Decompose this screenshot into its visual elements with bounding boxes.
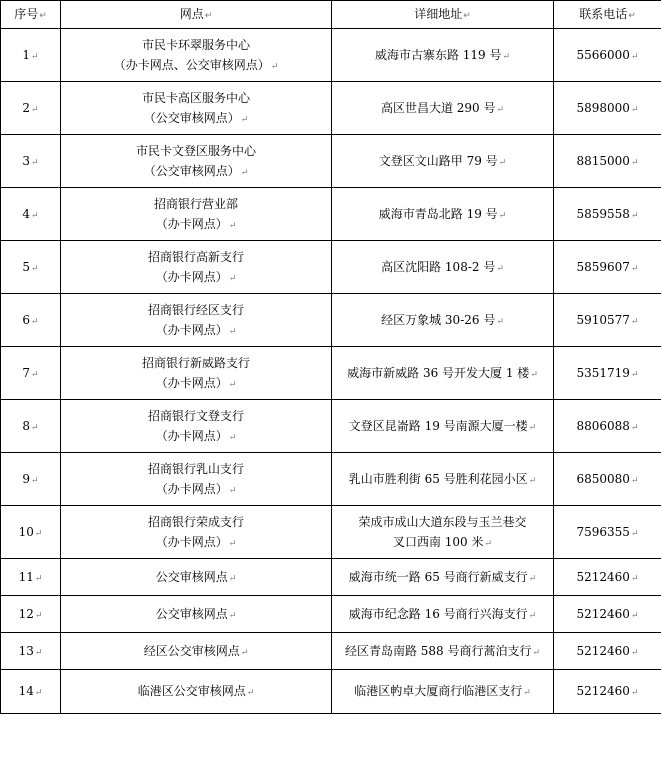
address-line-2	[332, 534, 553, 551]
point-type-line	[61, 428, 331, 445]
paragraph-mark-icon: ↵	[228, 379, 237, 390]
table-body	[1, 29, 661, 714]
table-row	[1, 29, 661, 82]
phone-cell	[554, 188, 661, 241]
table-row	[1, 188, 661, 241]
paragraph-mark-icon: ↵	[228, 485, 237, 496]
point-cell	[61, 294, 332, 347]
address-cell	[332, 135, 554, 188]
phone: 7596355	[576, 524, 630, 539]
paragraph-mark-icon: ↵	[228, 220, 237, 231]
paragraph-mark-icon: ↵	[628, 11, 636, 22]
phone: 5910577	[576, 312, 630, 327]
point-cell	[61, 559, 332, 596]
paragraph-mark-icon: ↵	[484, 538, 493, 549]
phone: 8815000	[576, 153, 630, 168]
paragraph-mark-icon: ↵	[630, 528, 639, 539]
paragraph-mark-icon: ↵	[630, 647, 639, 658]
header-row	[1, 1, 661, 29]
row-index-cell	[1, 506, 61, 559]
point-cell	[61, 82, 332, 135]
address: 临港区畃卓大厦商行临港区支行	[354, 684, 523, 699]
address-cell	[332, 294, 554, 347]
address: 文登区文山路甲 79 号	[378, 153, 498, 168]
paragraph-mark-icon: ↵	[630, 316, 639, 327]
row-index: 10	[18, 524, 34, 539]
address: 乳山市胜利街 65 号胜利花园小区	[348, 471, 528, 486]
row-index-cell	[1, 82, 61, 135]
paragraph-mark-icon: ↵	[498, 157, 507, 168]
phone-cell	[554, 347, 661, 400]
paragraph-mark-icon: ↵	[496, 104, 505, 115]
phone-cell	[554, 294, 661, 347]
paragraph-mark-icon: ↵	[528, 573, 537, 584]
address-cell	[332, 241, 554, 294]
row-index-cell	[1, 670, 61, 714]
point-type: （办卡网点、公交审核网点）	[113, 57, 270, 72]
address: 威海市纪念路 16 号商行兴海支行	[348, 606, 528, 621]
paragraph-mark-icon: ↵	[34, 528, 43, 539]
point-name: 招商银行经区支行	[147, 302, 244, 317]
point-type-line	[61, 57, 331, 74]
paragraph-mark-icon: ↵	[31, 51, 39, 62]
row-index: 5	[22, 259, 31, 274]
paragraph-mark-icon: ↵	[630, 369, 639, 380]
paragraph-mark-icon: ↵	[31, 263, 39, 274]
table-row	[1, 400, 661, 453]
paragraph-mark-icon: ↵	[528, 610, 537, 621]
address: 经区青岛南路 588 号商行蒿泊支行	[344, 643, 532, 658]
paragraph-mark-icon: ↵	[532, 647, 541, 658]
table-row	[1, 294, 661, 347]
paragraph-mark-icon: ↵	[204, 11, 213, 22]
point-name: 招商银行荣成支行	[147, 514, 244, 529]
paragraph-mark-icon: ↵	[630, 210, 639, 221]
address-line	[332, 514, 553, 531]
address-line	[332, 418, 553, 435]
point-type: （公交审核网点）	[143, 163, 240, 178]
phone-cell	[554, 29, 661, 82]
address-cell	[332, 347, 554, 400]
point-type: （办卡网点）	[155, 534, 228, 549]
point-name: 招商银行高新支行	[147, 249, 244, 264]
phone: 5566000	[576, 47, 630, 62]
row-index-cell	[1, 453, 61, 506]
address-cell	[332, 188, 554, 241]
paragraph-mark-icon: ↵	[630, 422, 639, 433]
point-name	[61, 683, 331, 700]
point-cell	[61, 188, 332, 241]
paragraph-mark-icon: ↵	[530, 369, 538, 380]
paragraph-mark-icon: ↵	[246, 688, 255, 699]
address: 威海市古寨东路 119 号	[374, 47, 502, 62]
address-cell	[332, 633, 554, 670]
address-line	[332, 471, 553, 488]
row-index: 4	[22, 206, 31, 221]
paragraph-mark-icon: ↵	[34, 573, 43, 584]
paragraph-mark-icon: ↵	[228, 573, 237, 584]
paragraph-mark-icon: ↵	[630, 104, 639, 115]
point-cell	[61, 241, 332, 294]
address-line	[332, 312, 553, 329]
point-type: （办卡网点）	[155, 481, 228, 496]
row-index-cell	[1, 294, 61, 347]
paragraph-mark-icon: ↵	[240, 647, 249, 658]
paragraph-mark-icon: ↵	[498, 210, 507, 221]
paragraph-mark-icon: ↵	[630, 610, 639, 621]
point-type-line	[61, 322, 331, 339]
point-cell	[61, 506, 332, 559]
address: 文登区昆嵛路 19 号南源大厦一楼	[348, 418, 528, 433]
paragraph-mark-icon: ↵	[463, 11, 471, 22]
table-row	[1, 241, 661, 294]
address-cell	[332, 29, 554, 82]
address-line	[332, 47, 553, 64]
table-row	[1, 135, 661, 188]
table-row	[1, 453, 661, 506]
point-name-text: 经区公交审核网点	[143, 643, 240, 658]
paragraph-mark-icon: ↵	[630, 263, 639, 274]
phone-cell	[554, 135, 661, 188]
address: 经区万象城 30-26 号	[381, 312, 496, 327]
address-cell	[332, 82, 554, 135]
row-index: 7	[22, 365, 31, 380]
table-row	[1, 82, 661, 135]
phone-cell	[554, 400, 661, 453]
point-name-text: 公交审核网点	[155, 569, 228, 584]
point-name-text: 临港区公交审核网点	[137, 684, 246, 699]
phone: 5212460	[576, 643, 630, 658]
row-index: 3	[22, 153, 31, 168]
paragraph-mark-icon: ↵	[523, 688, 531, 699]
header-address: 详细地址↵	[332, 1, 554, 29]
header-phone: 联系电话↵	[554, 1, 661, 29]
phone: 5351719	[576, 365, 630, 380]
point-type-line	[61, 375, 331, 392]
paragraph-mark-icon: ↵	[502, 51, 511, 62]
row-index: 9	[22, 471, 31, 486]
address-line	[332, 100, 553, 117]
paragraph-mark-icon: ↵	[228, 273, 237, 284]
point-type-line	[61, 216, 331, 233]
paragraph-mark-icon: ↵	[34, 610, 43, 621]
row-index-cell	[1, 596, 61, 633]
point-name-text: 公交审核网点	[155, 606, 228, 621]
row-index: 8	[22, 418, 31, 433]
point-cell	[61, 29, 332, 82]
paragraph-mark-icon: ↵	[630, 475, 639, 486]
table-row	[1, 506, 661, 559]
point-name: 招商银行文登支行	[147, 408, 244, 423]
row-index-cell	[1, 188, 61, 241]
paragraph-mark-icon: ↵	[31, 475, 39, 486]
table-row	[1, 347, 661, 400]
phone: 5212460	[576, 569, 630, 584]
paragraph-mark-icon: ↵	[31, 422, 39, 433]
point-type: （办卡网点）	[155, 269, 228, 284]
table-row	[1, 670, 661, 714]
row-index: 6	[22, 312, 31, 327]
phone-cell	[554, 241, 661, 294]
phone-cell	[554, 670, 661, 714]
point-name	[61, 643, 331, 660]
point-type: （公交审核网点）	[143, 110, 240, 125]
paragraph-mark-icon: ↵	[39, 11, 47, 22]
paragraph-mark-icon: ↵	[630, 157, 639, 168]
phone: 6850080	[576, 471, 630, 486]
point-type-line	[61, 269, 331, 286]
address-cell	[332, 400, 554, 453]
row-index: 13	[18, 643, 34, 658]
row-index-cell	[1, 347, 61, 400]
paragraph-mark-icon: ↵	[228, 326, 237, 337]
address-cell	[332, 670, 554, 714]
paragraph-mark-icon: ↵	[630, 51, 639, 62]
point-type-line	[61, 534, 331, 551]
address: 威海市新威路 36 号开发大厦 1 楼	[347, 365, 530, 380]
phone: 5212460	[576, 684, 630, 699]
address: 高区沈阳路 108-2 号	[381, 259, 496, 274]
paragraph-mark-icon: ↵	[31, 316, 39, 327]
point-type: （办卡网点）	[155, 216, 228, 231]
point-cell	[61, 596, 332, 633]
paragraph-mark-icon: ↵	[31, 104, 39, 115]
paragraph-mark-icon: ↵	[31, 369, 39, 380]
paragraph-mark-icon: ↵	[630, 688, 639, 699]
point-name	[61, 606, 331, 623]
point-name: 招商银行营业部	[153, 196, 238, 211]
point-cell	[61, 633, 332, 670]
address-line	[332, 153, 553, 170]
row-index-cell	[1, 559, 61, 596]
address-line	[332, 206, 553, 223]
phone: 5212460	[576, 606, 630, 621]
point-name: 招商银行新威路支行	[141, 355, 250, 370]
row-index: 1	[22, 47, 31, 62]
point-type-line	[61, 481, 331, 498]
paragraph-mark-icon: ↵	[496, 316, 504, 327]
phone-cell	[554, 82, 661, 135]
row-index: 11	[18, 569, 34, 584]
address-line	[332, 643, 553, 660]
phone-cell	[554, 559, 661, 596]
paragraph-mark-icon: ↵	[240, 114, 249, 125]
paragraph-mark-icon: ↵	[228, 538, 237, 549]
phone-cell	[554, 596, 661, 633]
phone-cell	[554, 453, 661, 506]
point-cell	[61, 347, 332, 400]
header-point: 网点↵	[61, 1, 332, 29]
address: 威海市统一路 65 号商行新威支行	[348, 569, 528, 584]
paragraph-mark-icon: ↵	[270, 61, 279, 72]
address-line	[332, 365, 553, 382]
phone: 8806088	[576, 418, 630, 433]
point-name	[61, 569, 331, 586]
point-type: （办卡网点）	[155, 428, 228, 443]
paragraph-mark-icon: ↵	[240, 167, 249, 178]
paragraph-mark-icon: ↵	[31, 210, 39, 221]
paragraph-mark-icon: ↵	[31, 157, 39, 168]
row-index: 12	[18, 606, 34, 621]
point-cell	[61, 135, 332, 188]
point-type-line	[61, 110, 331, 127]
point-name: 招商银行乳山支行	[147, 461, 244, 476]
point-cell	[61, 400, 332, 453]
paragraph-mark-icon: ↵	[528, 422, 537, 433]
phone: 5859558	[576, 206, 630, 221]
row-index-cell	[1, 135, 61, 188]
table-row	[1, 559, 661, 596]
row-index: 14	[18, 684, 34, 699]
paragraph-mark-icon: ↵	[228, 610, 237, 621]
paragraph-mark-icon: ↵	[34, 647, 43, 658]
address-cell	[332, 453, 554, 506]
paragraph-mark-icon: ↵	[630, 573, 639, 584]
address: 荣成市成山大道东段与玉兰巷交	[358, 514, 527, 529]
paragraph-mark-icon: ↵	[34, 688, 43, 699]
address: 威海市青岛北路 19 号	[378, 206, 498, 221]
point-cell	[61, 453, 332, 506]
address-cell	[332, 506, 554, 559]
address: 高区世昌大道 290 号	[380, 100, 496, 115]
address-line	[332, 569, 553, 586]
row-index-cell	[1, 29, 61, 82]
paragraph-mark-icon: ↵	[496, 263, 504, 274]
paragraph-mark-icon: ↵	[228, 432, 237, 443]
row-index-cell	[1, 633, 61, 670]
paragraph-mark-icon: ↵	[528, 475, 537, 486]
table-row	[1, 596, 661, 633]
address-cell	[332, 596, 554, 633]
point-type: （办卡网点）	[155, 322, 228, 337]
header-index: 序号↵	[1, 1, 61, 29]
phone: 5859607	[576, 259, 630, 274]
row-index: 2	[22, 100, 31, 115]
phone-cell	[554, 633, 661, 670]
address-line	[332, 259, 553, 276]
row-index-cell	[1, 400, 61, 453]
point-name: 市民卡高区服务中心	[141, 90, 250, 105]
row-index-cell	[1, 241, 61, 294]
address-line	[332, 606, 553, 623]
address-continued: 叉口西南 100 米	[392, 534, 484, 549]
point-cell	[61, 670, 332, 714]
phone-cell	[554, 506, 661, 559]
point-type: （办卡网点）	[155, 375, 228, 390]
table-row	[1, 633, 661, 670]
point-name: 市民卡文登区服务中心	[135, 143, 256, 158]
point-type-line	[61, 163, 331, 180]
point-name: 市民卡环翠服务中心	[141, 37, 250, 52]
phone: 5898000	[576, 100, 630, 115]
address-cell	[332, 559, 554, 596]
address-line	[332, 683, 553, 700]
